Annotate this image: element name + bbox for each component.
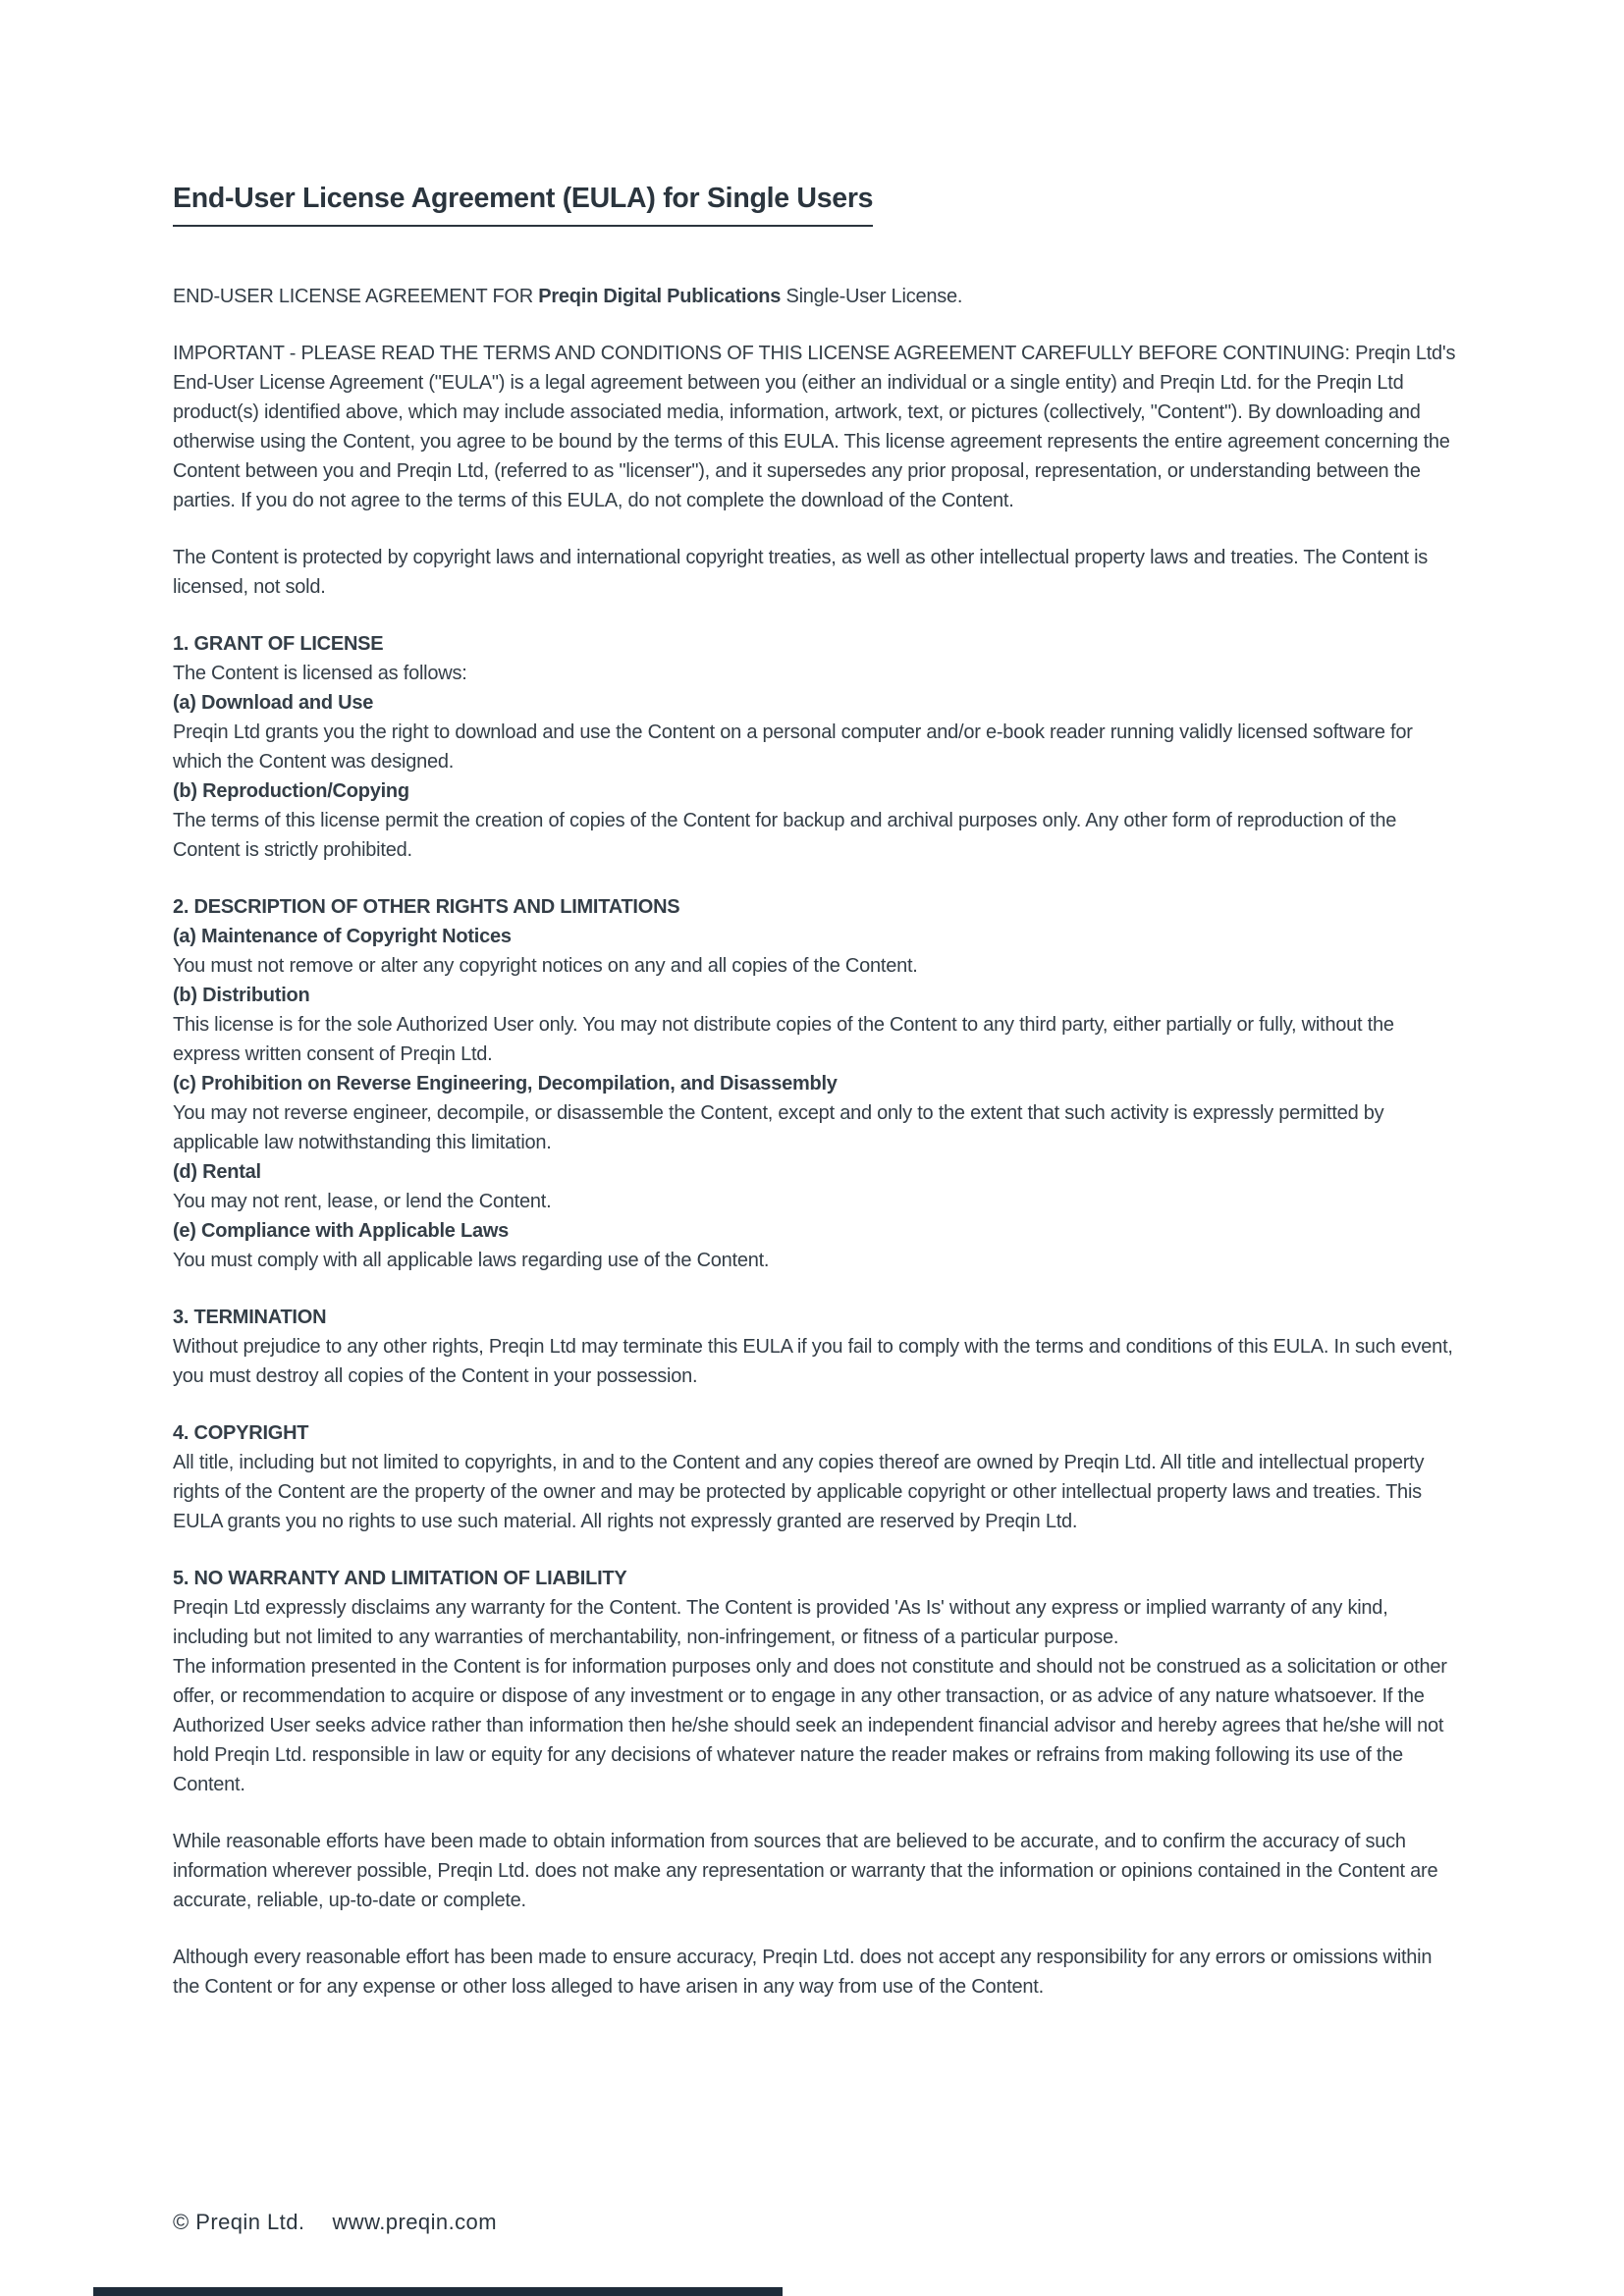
- paragraph: The Content is protected by copyright laws and international copyright treaties, as well as other intellectual property laws and treaties. The Content is licensed, not sold.: [173, 546, 1429, 598]
- paragraph: You must not remove or alter any copyright notices on any and all copies of the Content.: [173, 954, 918, 977]
- document-body: [173, 339, 1462, 2002]
- section-heading: 5. NO WARRANTY AND LIMITATION OF LIABILITY: [173, 1567, 627, 1589]
- paragraph: The information presented in the Content is for information purposes only and does not constitute and should not be construed as a solicitation or other offer, or recommendation to acquire or dispose of any investment or to engage in any other transaction, or as advice of any nature whatsoever. If the Authorized User seeks advice rather than information then he/she should seek an independent financial advisor and hereby agrees that he/she will not hold Preqin Ltd. responsible in law or equity for any decisions of whatever nature the reader makes or refrains from making following its use of the Content.: [173, 1655, 1447, 1795]
- paragraph: While reasonable efforts have been made to obtain information from sources that are believed to be accurate, and to confirm the accuracy of such information wherever possible, Preqin Ltd. does not make any representation or warranty that the information or opinions contained in the Content are accurate, reliable, up-to-date or complete.: [173, 1830, 1438, 1911]
- lead-suffix: Single-User License.: [781, 285, 963, 307]
- paragraph: This license is for the sole Authorized User only. You may not distribute copies of the Content to any third party, either partially or fully, without the express written consent of Preqin Ltd.: [173, 1013, 1394, 1065]
- paragraph: All title, including but not limited to copyrights, in and to the Content and any copies thereof are owned by Preqin Ltd. All title and intellectual property rights of the Content are the property of the owner and may be protected by applicable copyright or other intellectual property laws and treaties. This EULA grants you no rights to use such material. All rights not expressly granted are reserved by Preqin Ltd.: [173, 1451, 1425, 1532]
- paragraph: You may not rent, lease, or lend the Content.: [173, 1190, 552, 1212]
- paragraph: Without prejudice to any other rights, Preqin Ltd may terminate this EULA if you fail to comply with the terms and conditions of this EULA. In such event, you must destroy all copies of the Content in your possession.: [173, 1335, 1453, 1387]
- paragraph: Preqin Ltd grants you the right to download and use the Content on a personal computer and/or e-book reader running validly licensed software for which the Content was designed.: [173, 721, 1413, 773]
- paragraph: The Content is licensed as follows:: [173, 662, 467, 684]
- paragraph: Preqin Ltd expressly disclaims any warranty for the Content. The Content is provided 'As Is' without any express or implied warranty of any kind, including but not limited to any warranties of merchantability, non-infringement, or fitness of a particular purpose.: [173, 1596, 1388, 1648]
- section-heading: 2. DESCRIPTION OF OTHER RIGHTS AND LIMITATIONS: [173, 895, 680, 918]
- paragraph: Although every reasonable effort has been made to ensure accuracy, Preqin Ltd. does not accept any responsibility for any errors or omissions within the Content or for any expense or other loss alleged to have arisen in any way from use of the Content.: [173, 1946, 1433, 1998]
- sub-heading: (a) Maintenance of Copyright Notices: [173, 925, 512, 947]
- paragraph: IMPORTANT - PLEASE READ THE TERMS AND CONDITIONS OF THIS LICENSE AGREEMENT CAREFULLY BEFORE CONTINUING: Preqin Ltd's End-User License Agreement ("EULA") is a legal agreement between you (either an individual or a single entity) and Preqin Ltd. for the Preqin Ltd product(s) identified above, which may include associated media, information, artwork, text, or pictures (collectively, "Content"). By downloading and otherwise using the Content, you agree to be bound by the terms of this EULA. This license agreement represents the entire agreement concerning the Content between you and Preqin Ltd, (referred to as "licenser"), and it supersedes any prior proposal, representation, or understanding between the parties. If you do not agree to the terms of this EULA, do not complete the download of the Content.: [173, 342, 1456, 511]
- sub-heading: (d) Rental: [173, 1160, 261, 1183]
- page-footer: [173, 2212, 497, 2233]
- sub-heading: (a) Download and Use: [173, 691, 374, 714]
- lead-paragraph: [173, 282, 1462, 311]
- sub-heading: (e) Compliance with Applicable Laws: [173, 1219, 510, 1242]
- sub-heading: (c) Prohibition on Reverse Engineering, Decompilation, and Disassembly: [173, 1072, 838, 1095]
- section-heading: 1. GRANT OF LICENSE: [173, 632, 384, 655]
- paragraph: The terms of this license permit the creation of copies of the Content for backup and archival purposes only. Any other form of reproduction of the Content is strictly prohibited.: [173, 809, 1397, 861]
- bottom-page-bar: [93, 2287, 783, 2296]
- lead-product-name: Preqin Digital Publications: [538, 285, 782, 307]
- sub-heading: (b) Reproduction/Copying: [173, 779, 409, 802]
- footer-copyright: © Preqin Ltd.: [173, 2210, 305, 2234]
- paragraph: You must comply with all applicable laws regarding use of the Content.: [173, 1249, 770, 1271]
- section-heading: 4. COPYRIGHT: [173, 1421, 309, 1444]
- page-title: End-User License Agreement (EULA) for Single Users: [173, 183, 873, 227]
- footer-website-link: www.preqin.com: [332, 2210, 498, 2234]
- lead-prefix: END-USER LICENSE AGREEMENT FOR: [173, 285, 539, 307]
- section-heading: 3. TERMINATION: [173, 1306, 327, 1328]
- paragraph: You may not reverse engineer, decompile, or disassemble the Content, except and only to the extent that such activity is expressly permitted by applicable law notwithstanding this limitation.: [173, 1101, 1384, 1153]
- sub-heading: (b) Distribution: [173, 984, 310, 1006]
